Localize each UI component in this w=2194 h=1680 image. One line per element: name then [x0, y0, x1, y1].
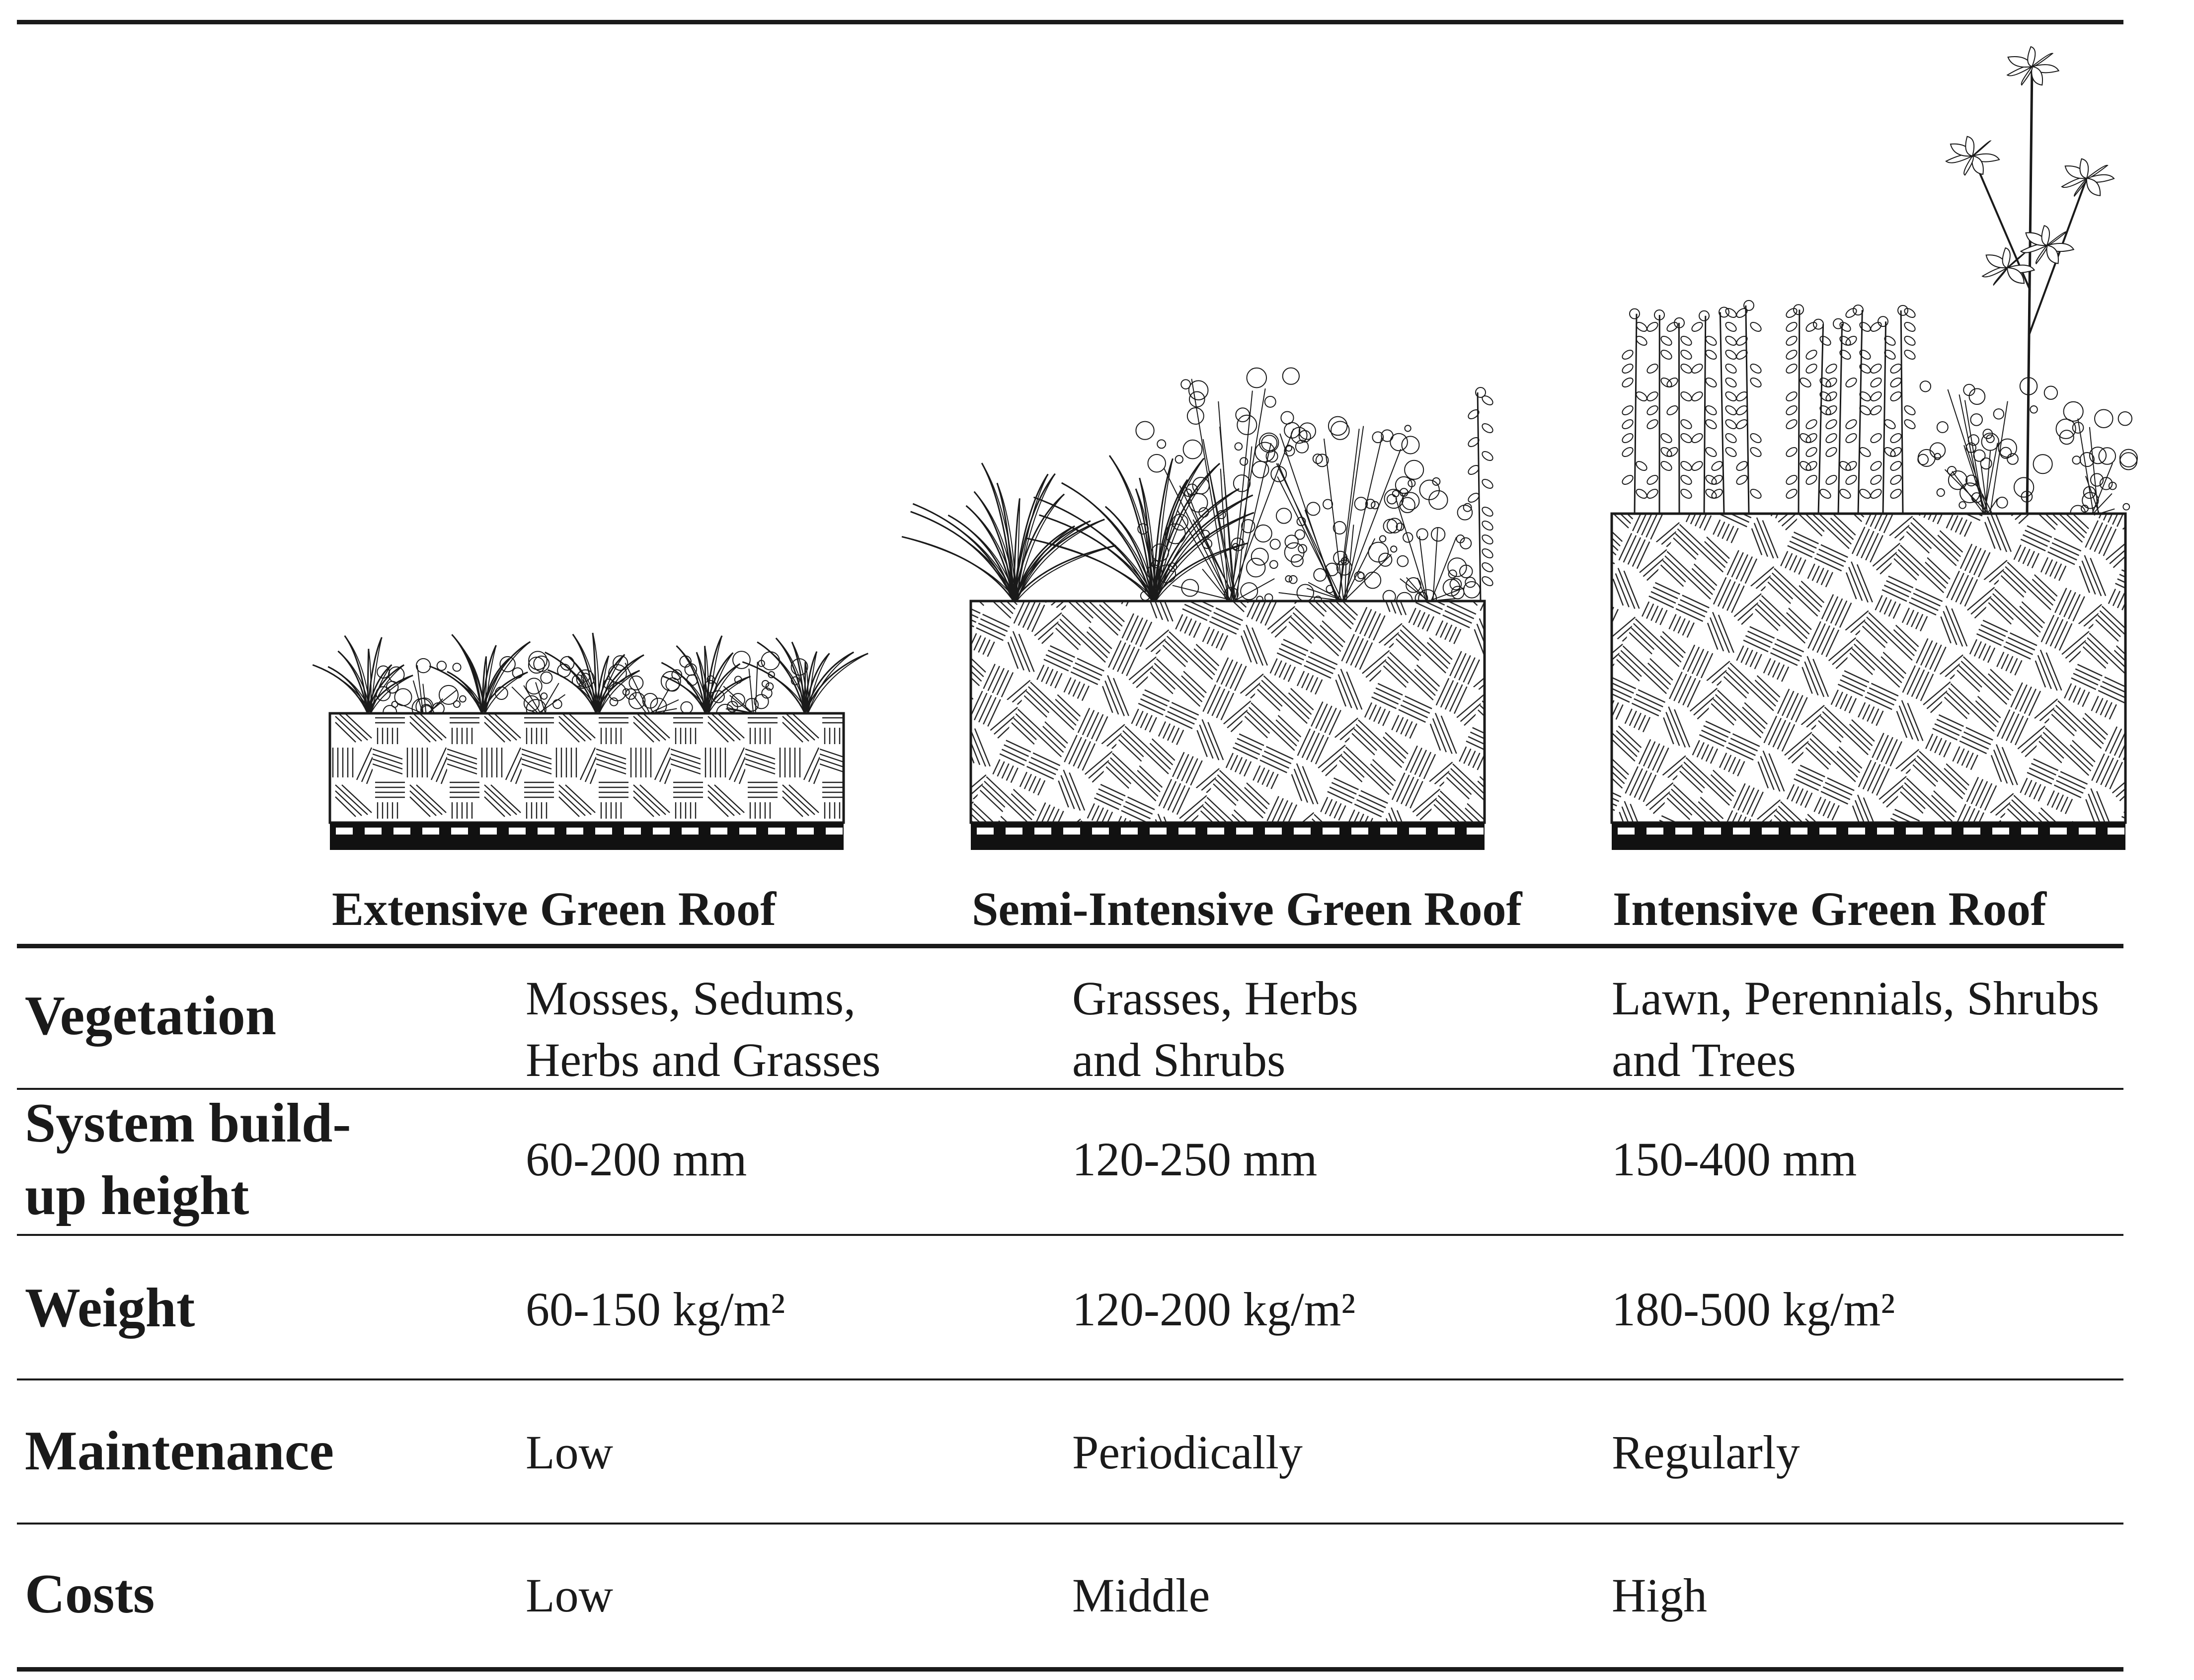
- row-label-costs: Costs: [25, 1563, 155, 1625]
- cell-height-extensive: 60-200 mm: [526, 1133, 747, 1186]
- cell-costs-extensive: Low: [526, 1569, 613, 1622]
- cell-vegetation-extensive: Mosses, Sedums, Herbs and Grasses: [526, 972, 881, 1086]
- semi-intensive-roof-section: [902, 368, 1494, 850]
- extensive-drainage-layer: [330, 823, 844, 850]
- header-rule: [17, 944, 2123, 948]
- semi-intensive-vegetation: [902, 368, 1494, 608]
- intensive-vegetation: [1621, 47, 2137, 520]
- cell-maintenance-intensive: Regularly: [1612, 1426, 1800, 1479]
- intensive-substrate: [1612, 514, 2125, 823]
- extensive-roof-section: [313, 633, 868, 850]
- cell-costs-intensive: High: [1612, 1569, 1707, 1622]
- intensive-drainage-layer: [1612, 823, 2125, 850]
- cell-height-intensive: 150-400 mm: [1612, 1133, 1857, 1186]
- column-heading-extensive: Extensive Green Roof: [332, 882, 777, 935]
- row-label-maintenance: Maintenance: [25, 1420, 334, 1482]
- semi-intensive-drainage-layer: [971, 823, 1485, 850]
- extensive-substrate: [330, 713, 844, 823]
- semi-intensive-substrate: [971, 601, 1485, 823]
- row-divider: [17, 1234, 2123, 1236]
- row-label-system-build-up-height: System build- up height: [25, 1092, 351, 1226]
- cell-weight-extensive: 60-150 kg/m²: [526, 1283, 785, 1336]
- column-heading-semi-intensive: Semi-Intensive Green Roof: [972, 882, 1522, 935]
- cell-maintenance-extensive: Low: [526, 1426, 613, 1479]
- cell-weight-semi-intensive: 120-200 kg/m²: [1072, 1283, 1356, 1336]
- row-divider: [17, 1523, 2123, 1525]
- bottom-rule: [17, 1667, 2123, 1672]
- cell-height-semi-intensive: 120-250 mm: [1072, 1133, 1318, 1186]
- cell-vegetation-intensive: Lawn, Perennials, Shrubs and Trees: [1612, 972, 2100, 1086]
- cell-weight-intensive: 180-500 kg/m²: [1612, 1283, 1895, 1336]
- row-divider: [17, 1378, 2123, 1380]
- row-label-weight: Weight: [25, 1277, 195, 1339]
- cell-costs-semi-intensive: Middle: [1072, 1569, 1210, 1622]
- top-rule: [17, 20, 2123, 24]
- cell-maintenance-semi-intensive: Periodically: [1072, 1426, 1303, 1479]
- intensive-roof-section: [1612, 47, 2137, 850]
- extensive-vegetation: [313, 633, 868, 722]
- column-heading-intensive: Intensive Green Roof: [1613, 882, 2046, 935]
- row-label-vegetation: Vegetation: [25, 985, 277, 1047]
- cell-vegetation-semi-intensive: Grasses, Herbs and Shrubs: [1072, 972, 1358, 1086]
